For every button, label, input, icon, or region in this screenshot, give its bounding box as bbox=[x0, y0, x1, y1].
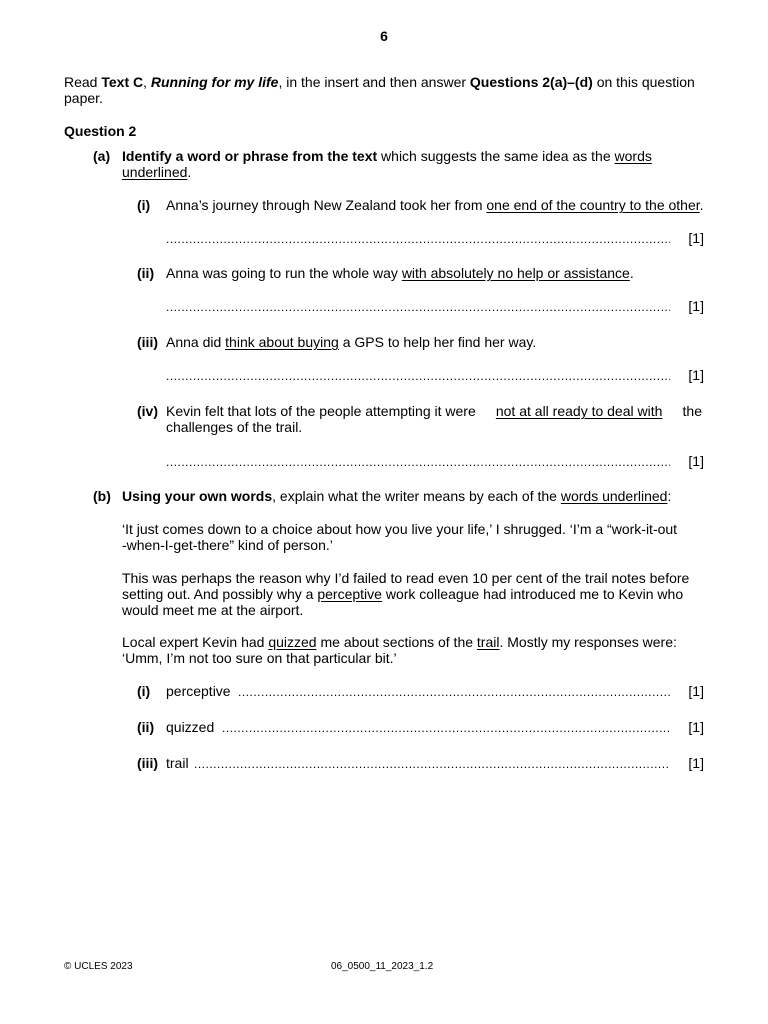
a-iii-post: a GPS to help her find her way. bbox=[338, 334, 537, 350]
a-iv-pre: Kevin felt that lots of the people attempting it were bbox=[166, 403, 476, 419]
b-ii-answer-line[interactable] bbox=[222, 720, 670, 736]
a-iii-mark: [1] bbox=[688, 367, 704, 383]
part-a-label: (a) bbox=[93, 148, 111, 164]
a-i-mark: [1] bbox=[688, 230, 704, 246]
intro-read: Read bbox=[64, 74, 102, 90]
a-iv-number: (iv) bbox=[137, 403, 158, 419]
para2-line2-end: work colleague had introduced me to Kevin who bbox=[381, 586, 684, 602]
para2-underlined: perceptive bbox=[317, 586, 382, 602]
para3-end: . Mostly my responses were: bbox=[499, 634, 677, 650]
a-ii-mark: [1] bbox=[688, 298, 704, 314]
intro-instruction bbox=[64, 74, 704, 106]
part-b-instr-end: : bbox=[667, 488, 672, 504]
b-iii-answer-line[interactable] bbox=[194, 756, 670, 772]
b-ii-mark: [1] bbox=[688, 719, 704, 735]
para2-line1: This was perhaps the reason why I’d failed to read even 10 per cent of the trail notes before bbox=[122, 570, 690, 586]
intro-comma: , bbox=[143, 74, 151, 90]
intro-line2: paper. bbox=[64, 90, 103, 106]
para3-underlined-2: trail bbox=[476, 634, 500, 650]
a-i-number: (i) bbox=[137, 197, 151, 213]
a-iii-underlined: think about buying bbox=[225, 334, 339, 350]
a-iii-pre: Anna did bbox=[166, 334, 226, 350]
b-ii-word: quizzed bbox=[166, 719, 215, 735]
a-iv-question bbox=[166, 403, 702, 435]
para2-line2: setting out. And possibly why a bbox=[122, 586, 318, 602]
a-iii-answer-line[interactable] bbox=[166, 368, 670, 384]
part-b-label: (b) bbox=[93, 488, 111, 504]
a-ii-underlined: with absolutely no help or assistance bbox=[401, 265, 630, 281]
b-iii-word: trail bbox=[166, 755, 189, 771]
a-iv-post: the bbox=[682, 403, 702, 419]
para1-line1: ‘It just comes down to a choice about how you live your life,’ I shrugged. ‘I’m a “work-it-out bbox=[122, 521, 678, 537]
a-iv-underlined: not at all ready to deal with bbox=[495, 403, 663, 419]
a-ii-question bbox=[166, 265, 702, 281]
footer-code: 06_0500_11_2023_1.2 bbox=[331, 961, 434, 972]
a-ii-pre: Anna was going to run the whole way bbox=[166, 265, 402, 281]
a-iii-number: (iii) bbox=[137, 334, 158, 350]
para3-underlined-1: quizzed bbox=[268, 634, 317, 650]
extract-paragraph-1 bbox=[122, 521, 704, 553]
part-b-instruction bbox=[122, 488, 671, 504]
extract-paragraph-3 bbox=[122, 634, 704, 666]
a-i-question bbox=[166, 197, 702, 213]
a-i-answer-line[interactable] bbox=[166, 231, 670, 247]
a-ii-post: . bbox=[629, 265, 634, 281]
b-ii-number: (ii) bbox=[137, 719, 155, 735]
b-iii-number: (iii) bbox=[137, 755, 158, 771]
intro-text-ref: Text C bbox=[101, 74, 144, 90]
para2-line3: would meet me at the airport. bbox=[122, 602, 304, 618]
a-iv-mark: [1] bbox=[688, 453, 704, 469]
a-iv-answer-line[interactable] bbox=[166, 454, 670, 470]
page-number: 6 bbox=[380, 28, 388, 44]
a-iv-line2: challenges of the trail. bbox=[166, 419, 303, 435]
footer-copyright: © UCLES 2023 bbox=[64, 961, 133, 972]
b-i-word: perceptive bbox=[166, 683, 231, 699]
intro-middle: , in the insert and then answer bbox=[278, 74, 470, 90]
a-iii-question bbox=[166, 334, 702, 350]
part-a-instruction bbox=[122, 148, 704, 180]
b-iii-mark: [1] bbox=[688, 755, 704, 771]
part-b-instr-rest: , explain what the writer means by each of the bbox=[272, 488, 561, 504]
para3-pre: Local expert Kevin had bbox=[122, 634, 269, 650]
intro-end: on this question bbox=[592, 74, 695, 90]
part-b-instr-under: words underlined bbox=[560, 488, 668, 504]
part-b-instr-bold: Using your own words bbox=[122, 488, 273, 504]
para3-line2: ‘Umm, I’m not too sure on that particular bit.’ bbox=[122, 650, 397, 666]
para1-line2: -when-I-get-there” kind of person.’ bbox=[122, 537, 333, 553]
b-i-answer-line[interactable] bbox=[238, 684, 670, 700]
intro-title: Running for my life bbox=[150, 74, 279, 90]
part-a-instr-under1: words bbox=[614, 148, 652, 164]
a-i-underlined: one end of the country to the other bbox=[486, 197, 700, 213]
a-ii-answer-line[interactable] bbox=[166, 299, 670, 315]
part-a-instr-under2: underlined bbox=[122, 164, 188, 180]
part-a-instr-bold: Identify a word or phrase from the text bbox=[122, 148, 378, 164]
intro-questions: Questions 2(a)–(d) bbox=[469, 74, 593, 90]
question-heading: Question 2 bbox=[64, 123, 137, 139]
extract-paragraph-2 bbox=[122, 570, 704, 618]
part-a-instr-rest: which suggests the same idea as the bbox=[377, 148, 615, 164]
a-i-pre: Anna’s journey through New Zealand took her from bbox=[166, 197, 487, 213]
part-a-instr-end: . bbox=[187, 164, 192, 180]
b-i-number: (i) bbox=[137, 683, 151, 699]
a-i-post: . bbox=[699, 197, 704, 213]
para3-mid: me about sections of the bbox=[316, 634, 477, 650]
b-i-mark: [1] bbox=[688, 683, 704, 699]
a-ii-number: (ii) bbox=[137, 265, 155, 281]
